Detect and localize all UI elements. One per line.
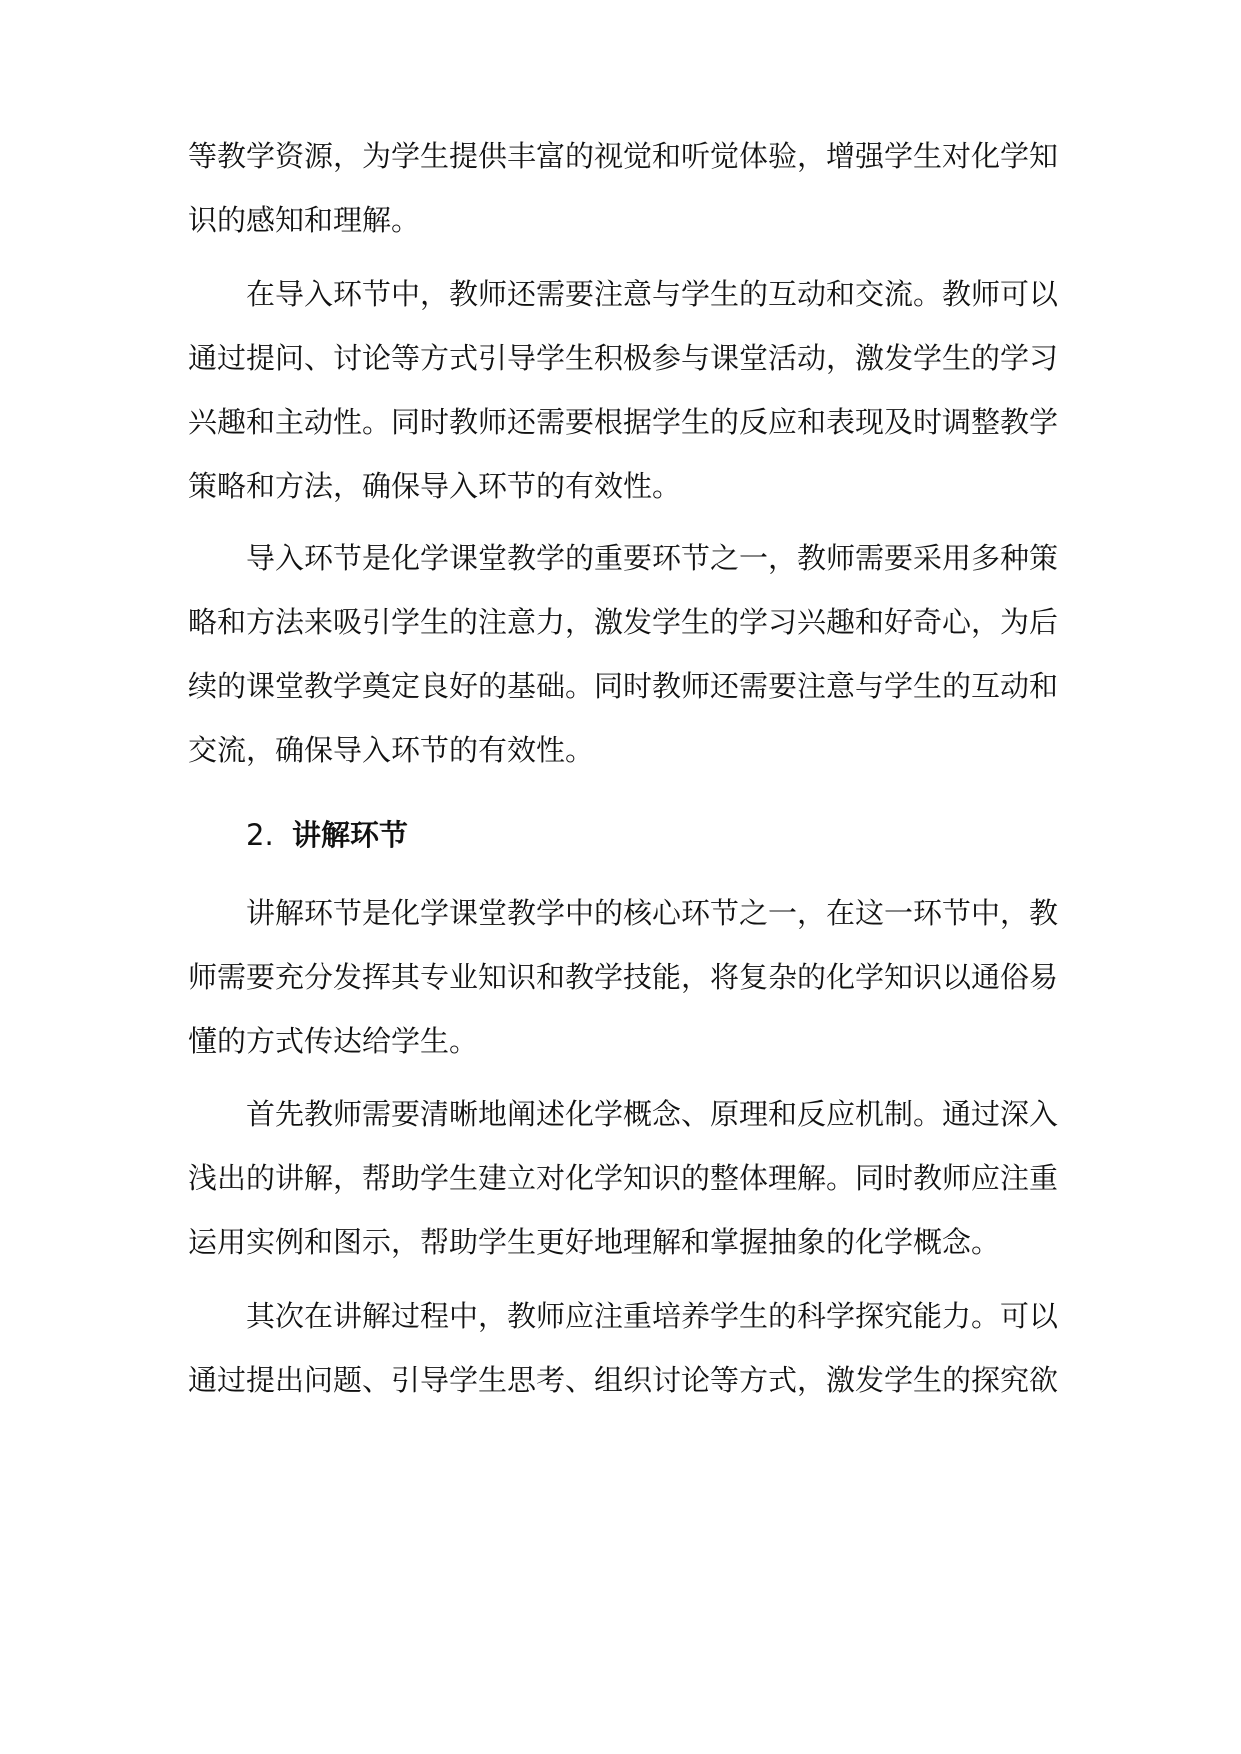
text-line: 兴趣和主动性。同时教师还需要根据学生的反应和表现及时调整教学 xyxy=(188,405,1059,439)
text-line: 懂的方式传达给学生。 xyxy=(188,1024,479,1058)
text-line: 交流，确保导入环节的有效性。 xyxy=(188,733,595,767)
text-line: 首先教师需要清晰地阐述化学概念、原理和反应机制。通过深入 xyxy=(246,1097,1059,1131)
text-line: 运用实例和图示，帮助学生更好地理解和掌握抽象的化学概念。 xyxy=(188,1225,1001,1259)
text-line: 通过提出问题、引导学生思考、组织讨论等方式，激发学生的探究欲 xyxy=(188,1363,1059,1397)
text-line: 通过提问、讨论等方式引导学生积极参与课堂活动，激发学生的学习 xyxy=(188,341,1059,375)
text-line: 策略和方法，确保导入环节的有效性。 xyxy=(188,469,682,503)
section-heading xyxy=(246,815,408,855)
text-line: 师需要充分发挥其专业知识和教学技能，将复杂的化学知识以通俗易 xyxy=(188,960,1059,994)
text-line: 讲解环节是化学课堂教学中的核心环节之一，在这一环节中，教 xyxy=(246,896,1059,930)
text-line: 浅出的讲解，帮助学生建立对化学知识的整体理解。同时教师应注重 xyxy=(188,1161,1059,1195)
text-line: 导入环节是化学课堂教学的重要环节之一，教师需要采用多种策 xyxy=(246,541,1059,575)
text-line: 识的感知和理解。 xyxy=(188,203,421,237)
text-line: 其次在讲解过程中，教师应注重培养学生的科学探究能力。可以 xyxy=(246,1299,1059,1333)
text-line: 在导入环节中，教师还需要注意与学生的互动和交流。教师可以 xyxy=(246,277,1059,311)
text-line: 续的课堂教学奠定良好的基础。同时教师还需要注意与学生的互动和 xyxy=(188,669,1059,703)
section-title: 讲解环节 xyxy=(292,818,409,852)
text-line: 略和方法来吸引学生的注意力，激发学生的学习兴趣和好奇心，为后 xyxy=(188,605,1059,639)
text-line: 等教学资源，为学生提供丰富的视觉和听觉体验，增强学生对化学知 xyxy=(188,139,1059,173)
section-number: 2. xyxy=(246,818,274,852)
